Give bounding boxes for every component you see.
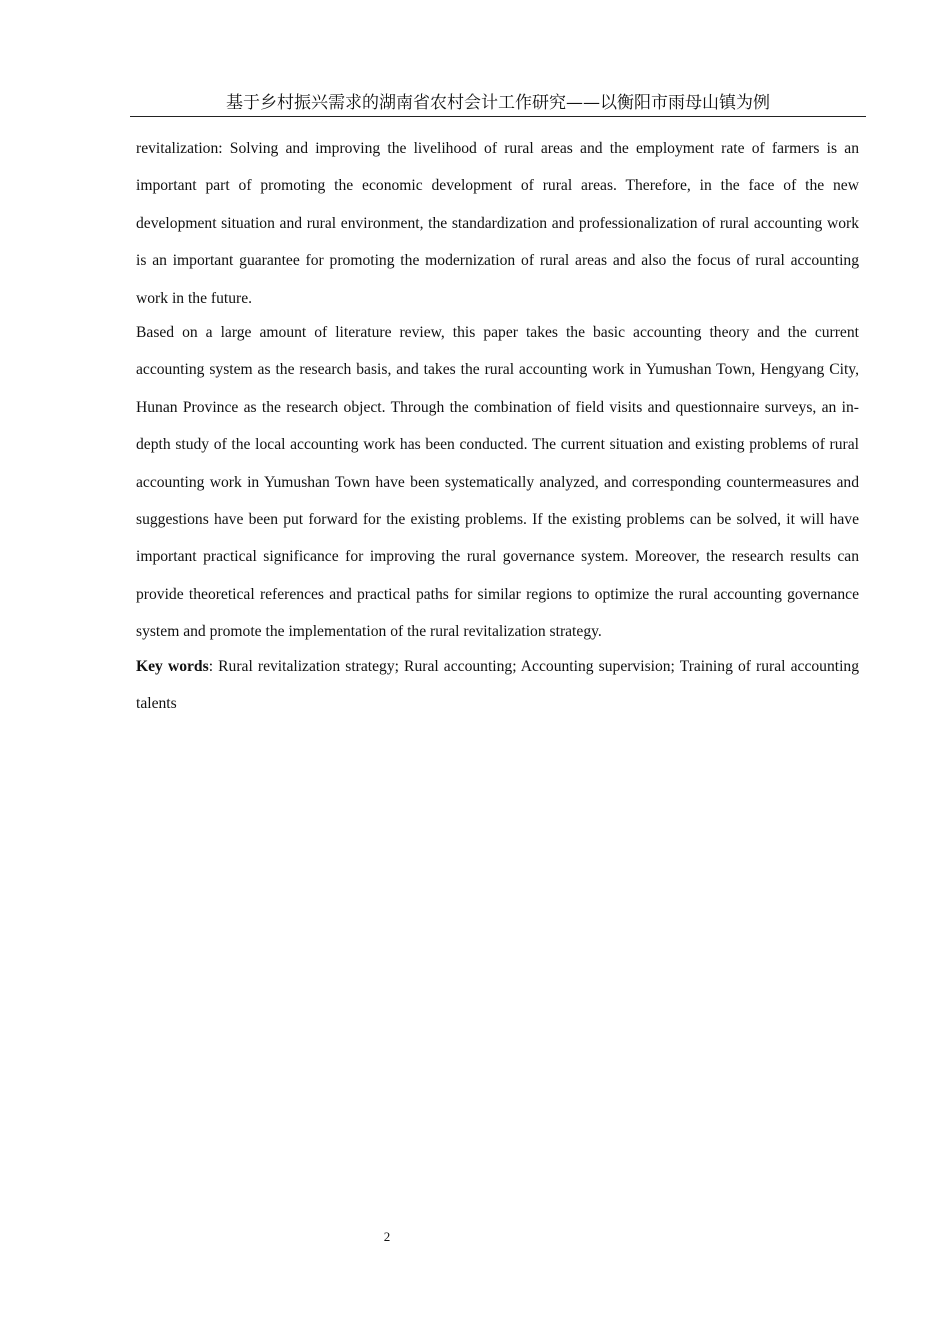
running-header [130, 90, 866, 117]
keywords-line [136, 648, 859, 723]
header-title: 基于乡村振兴需求的湖南省农村会计工作研究——以衡阳市雨母山镇为例 [226, 93, 770, 113]
keywords-label: Key words [136, 657, 209, 675]
abstract-paragraph-2: Based on a large amount of literature review, this paper takes the basic accounting theory and the current accounting system as the research basis, and takes the rural accounting work in Yumushan Town, Hengyang City, Hunan Province as the research object. Through the combination of field visits and questionnaire surveys, an in-depth study of the local accounting work has been conducted. The current situation and existing problems of rural accounting work in Yumushan Town have been systematically analyzed, and corresponding countermeasures and suggestions have been put forward for the existing problems. If the existing problems can be solved, it will have important practical significance for improving the rural governance system. Moreover, the research results can provide theoretical references and practical paths for similar regions to optimize the rural accounting governance system and promote the implementation of the rural revitalization strategy. [136, 324, 859, 641]
keywords-text: Rural revitalization strategy; Rural accounting; Accounting supervision; Training of rural accounting talents [136, 657, 860, 713]
keywords-separator: : [208, 657, 219, 675]
abstract-body [136, 130, 859, 723]
abstract-paragraph-1: revitalization: Solving and improving the livelihood of rural areas and the employment rate of farmers is an important part of promoting the economic development of rural areas. Therefore, in the face of the new development situation and rural environment, the standardization and professionalization of rural accounting work is an important guarantee for promoting the modernization of rural areas and also the focus of rural accounting work in the future. [136, 140, 859, 307]
page-number: 2 [383, 1229, 391, 1244]
